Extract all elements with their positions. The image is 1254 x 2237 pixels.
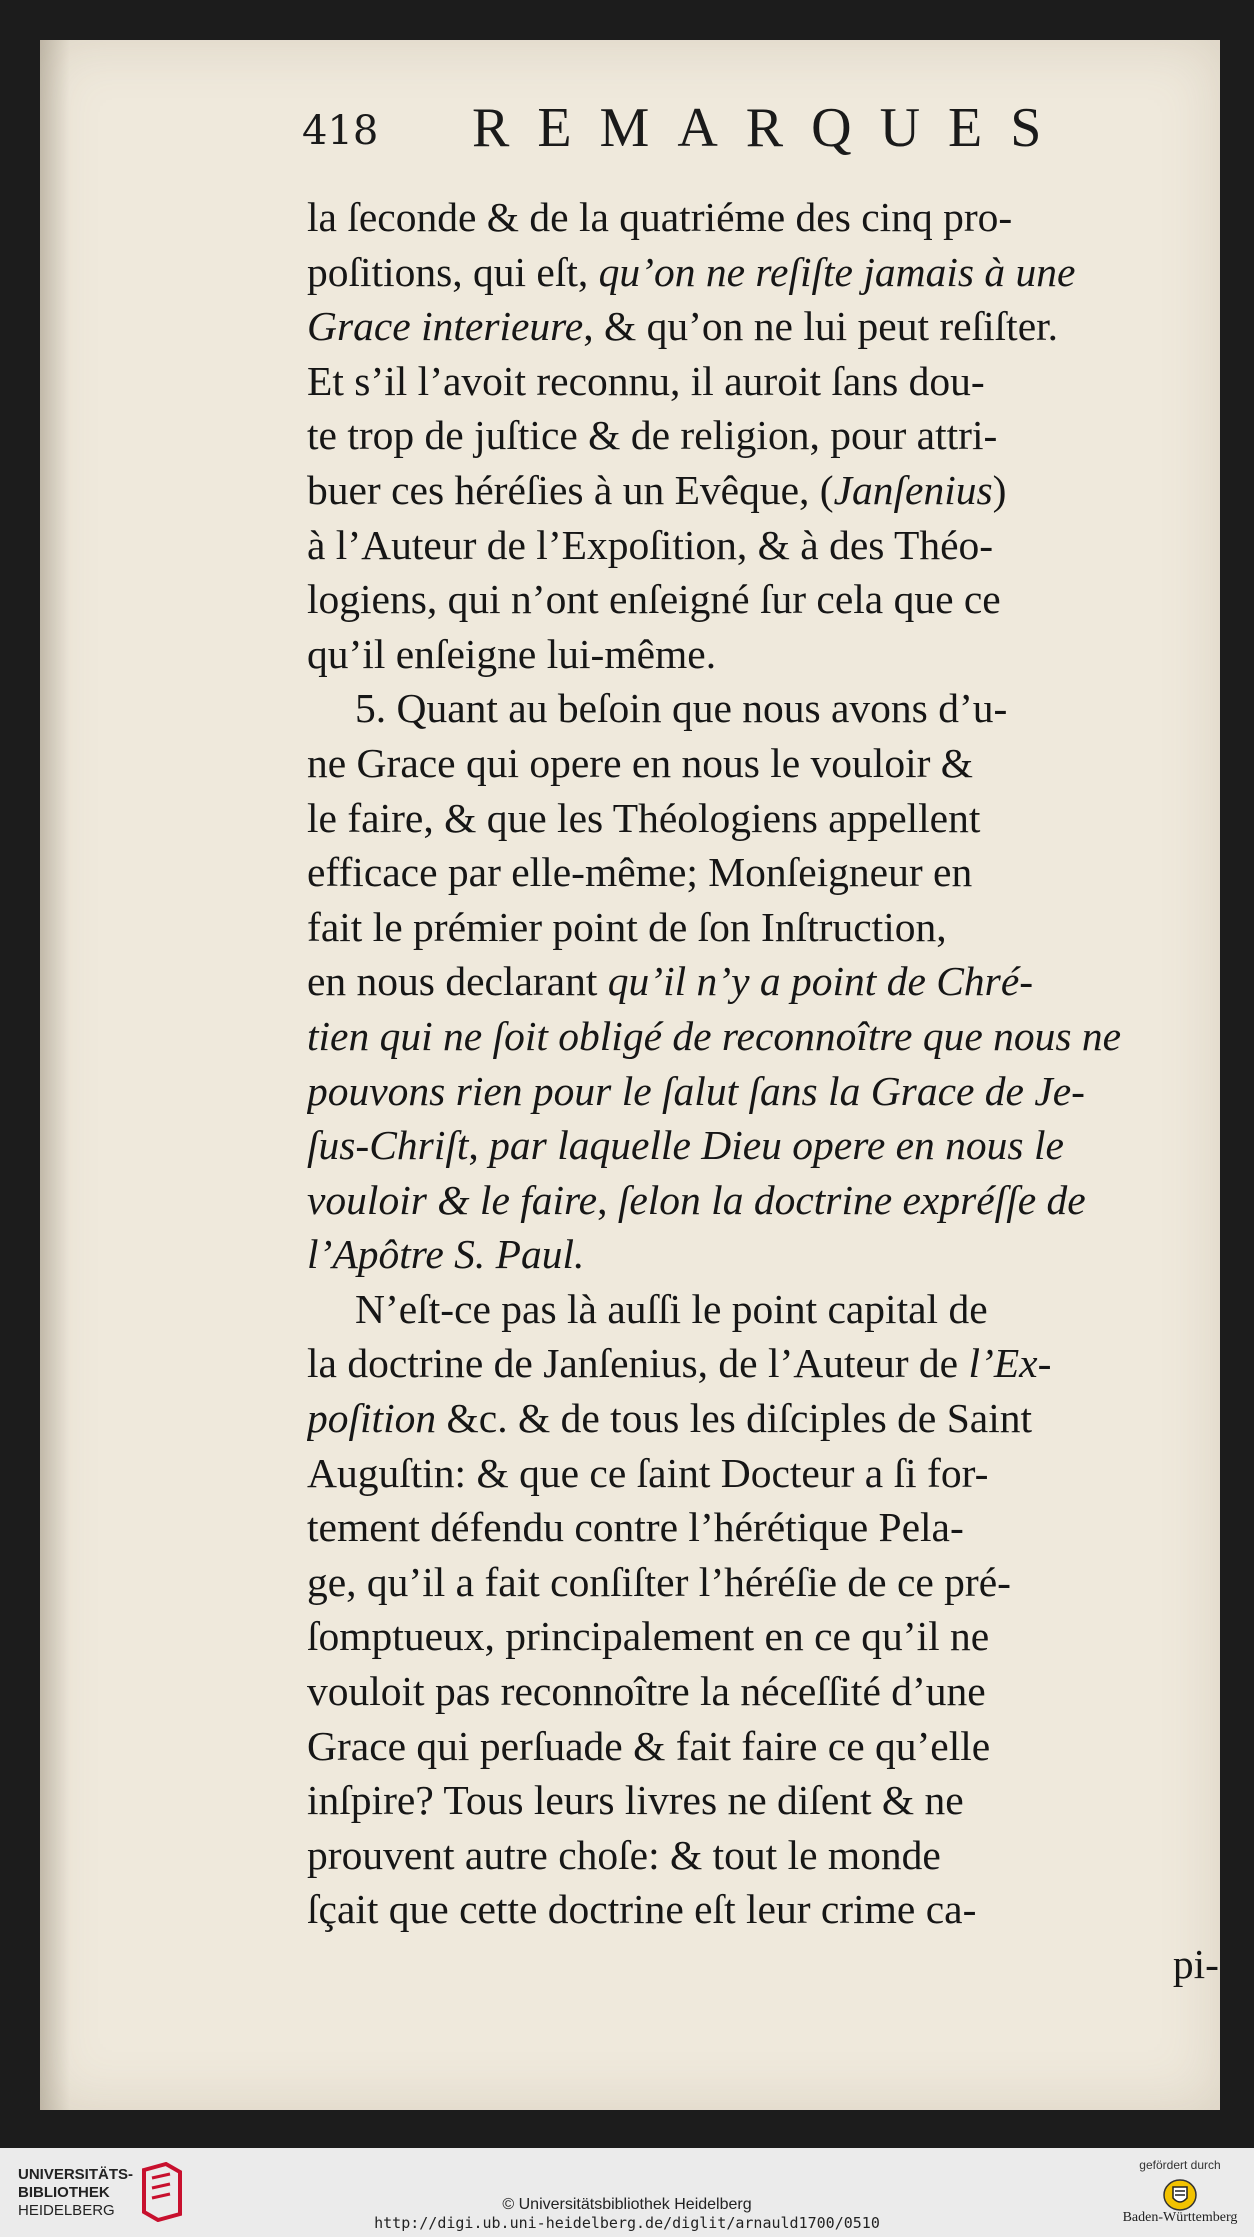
text-line — [307, 354, 1227, 409]
running-head: REMARQUES — [472, 97, 1070, 159]
text-line — [307, 1064, 1227, 1119]
roman-span: ſomptueux, principalement en ce qu’il ne — [307, 1613, 990, 1660]
text-line — [307, 1555, 1227, 1610]
italic-span: pouvons rien pour le ſalut ſans la Grace de Je- — [307, 1067, 1085, 1114]
roman-span: &c. & de tous les diſciples de Saint — [436, 1395, 1033, 1442]
roman-span: Et s’il l’avoit reconnu, il auroit ſans dou- — [307, 357, 985, 404]
roman-span: poſitions, qui eſt, — [307, 248, 599, 295]
roman-span: le faire, & que les Théologiens appellent — [307, 794, 981, 841]
roman-span: inſpire? Tous leurs livres ne diſent & ne — [307, 1777, 964, 1824]
roman-span: prouvent autre choſe: & tout le monde — [307, 1831, 941, 1878]
text-line — [307, 1500, 1227, 1555]
roman-span: ge, qu’il a fait conſiſter l’héréſie de ce pré- — [307, 1558, 1011, 1605]
text-line — [307, 681, 1227, 736]
text-line — [307, 1173, 1227, 1228]
text-line — [307, 1446, 1227, 1501]
italic-span: qu’il n’y a point de Chré- — [607, 958, 1034, 1005]
text-line — [307, 463, 1227, 518]
roman-span: la ſeconde & de la quatriéme des cinq pro- — [307, 194, 1013, 240]
text-line — [307, 900, 1227, 955]
catchword: pi- — [1172, 1941, 1219, 1987]
text-line — [307, 1336, 1227, 1391]
roman-span: N’eſt-ce pas là auſſi le point capital de — [355, 1285, 988, 1332]
text-line — [307, 518, 1227, 573]
text-line — [307, 791, 1227, 846]
italic-span: ſus-Chriſt — [307, 1122, 469, 1169]
roman-span: , — [597, 1176, 618, 1223]
italic-span: par laquelle Dieu opere en nous le — [489, 1122, 1064, 1169]
text-line — [307, 1828, 1227, 1883]
roman-span: te trop de juſtice & de religion, pour attri- — [307, 412, 998, 459]
sponsor-block[interactable] — [1120, 2158, 1240, 2226]
roman-span: vouloit pas reconnoître la néceſſité d’une — [307, 1668, 986, 1715]
coat-of-arms-icon — [1163, 2178, 1197, 2212]
roman-span: ne Grace qui opere en nous le vouloir & — [307, 739, 974, 786]
roman-span: tement défendu contre l’hérétique Pela- — [307, 1504, 964, 1551]
italic-span: Janſenius — [833, 466, 993, 513]
text-line — [307, 1118, 1227, 1173]
text-line — [307, 1609, 1227, 1664]
text-line — [307, 572, 1227, 627]
text-line — [307, 1664, 1227, 1719]
text-line — [307, 845, 1227, 900]
roman-span: 5. Quant au beſoin que nous avons d’u- — [355, 685, 1008, 732]
text-line — [307, 1282, 1227, 1337]
italic-span: l’Apôtre S. Paul. — [307, 1231, 585, 1278]
italic-span: ſelon la doctrine expréſſe de — [617, 1176, 1086, 1223]
text-line — [307, 627, 1227, 682]
text-line — [307, 1719, 1227, 1774]
italic-span: poſition — [307, 1395, 437, 1442]
book-page — [40, 40, 1220, 2110]
text-line — [307, 245, 1227, 300]
roman-span: efficace par elle-même; Monſeigneur en — [307, 849, 973, 896]
italic-span: vouloir & le faire — [307, 1176, 598, 1223]
roman-span: ) — [992, 466, 1007, 513]
page-number: 418 — [302, 108, 379, 154]
text-line — [307, 1391, 1227, 1446]
italic-span: qu’on ne reſiſte jamais à une — [598, 248, 1076, 295]
roman-span: en nous declarant — [307, 958, 608, 1005]
text-line — [307, 736, 1227, 791]
roman-span: qu’il enſeigne lui-même. — [307, 630, 717, 677]
sponsor-label: gefördert durch — [1139, 2158, 1221, 2172]
text-line — [307, 1227, 1227, 1282]
page-header — [302, 90, 1102, 180]
roman-span: Auguſtin: & que ce ſaint Docteur a ſi for- — [307, 1449, 989, 1496]
text-line — [307, 1882, 1227, 1937]
text-line — [307, 1009, 1227, 1064]
body-text — [307, 190, 1227, 1992]
roman-span: , — [468, 1122, 490, 1169]
roman-span: logiens, qui n’ont enſeigné ſur cela que ce — [307, 576, 1001, 623]
text-line — [307, 190, 1227, 245]
roman-span: la doctrine de Janſenius, de l’Auteur de — [307, 1340, 969, 1387]
roman-span: à l’Auteur de l’Expoſition, & à des Théo- — [307, 521, 994, 568]
italic-span: Grace interieure — [307, 303, 584, 350]
viewer-footer — [0, 2148, 1254, 2237]
copyright-notice: © Universitätsbibliothek Heidelberg — [502, 2196, 752, 2213]
roman-span: , & qu’on ne lui peut reſiſter. — [583, 303, 1059, 350]
italic-span: tien qui ne ſoit obligé de reconnoître que nous ne — [307, 1012, 1122, 1059]
text-line — [307, 954, 1227, 1009]
library-name: UNIVERSITÄTS- BIBLIOTHEK HEIDELBERG — [18, 2166, 134, 2219]
text-line — [307, 299, 1227, 354]
sponsor-name: Baden-Württemberg — [1122, 2210, 1238, 2225]
text-line — [307, 1773, 1227, 1828]
roman-span: buer ces héréſies à un Evêque, ( — [307, 466, 834, 513]
roman-span: Grace qui perſuade & fait faire ce qu’elle — [307, 1722, 991, 1769]
permalink[interactable]: http://digi.ub.uni-heidelberg.de/diglit/arnauld1700/0510 — [374, 2214, 880, 2232]
roman-span: fait le prémier point de ſon Inſtruction, — [307, 903, 947, 950]
italic-span: l’Ex- — [968, 1340, 1052, 1387]
roman-span: ſçait que cette doctrine eſt leur crime ca- — [307, 1886, 977, 1933]
text-line — [307, 408, 1227, 463]
